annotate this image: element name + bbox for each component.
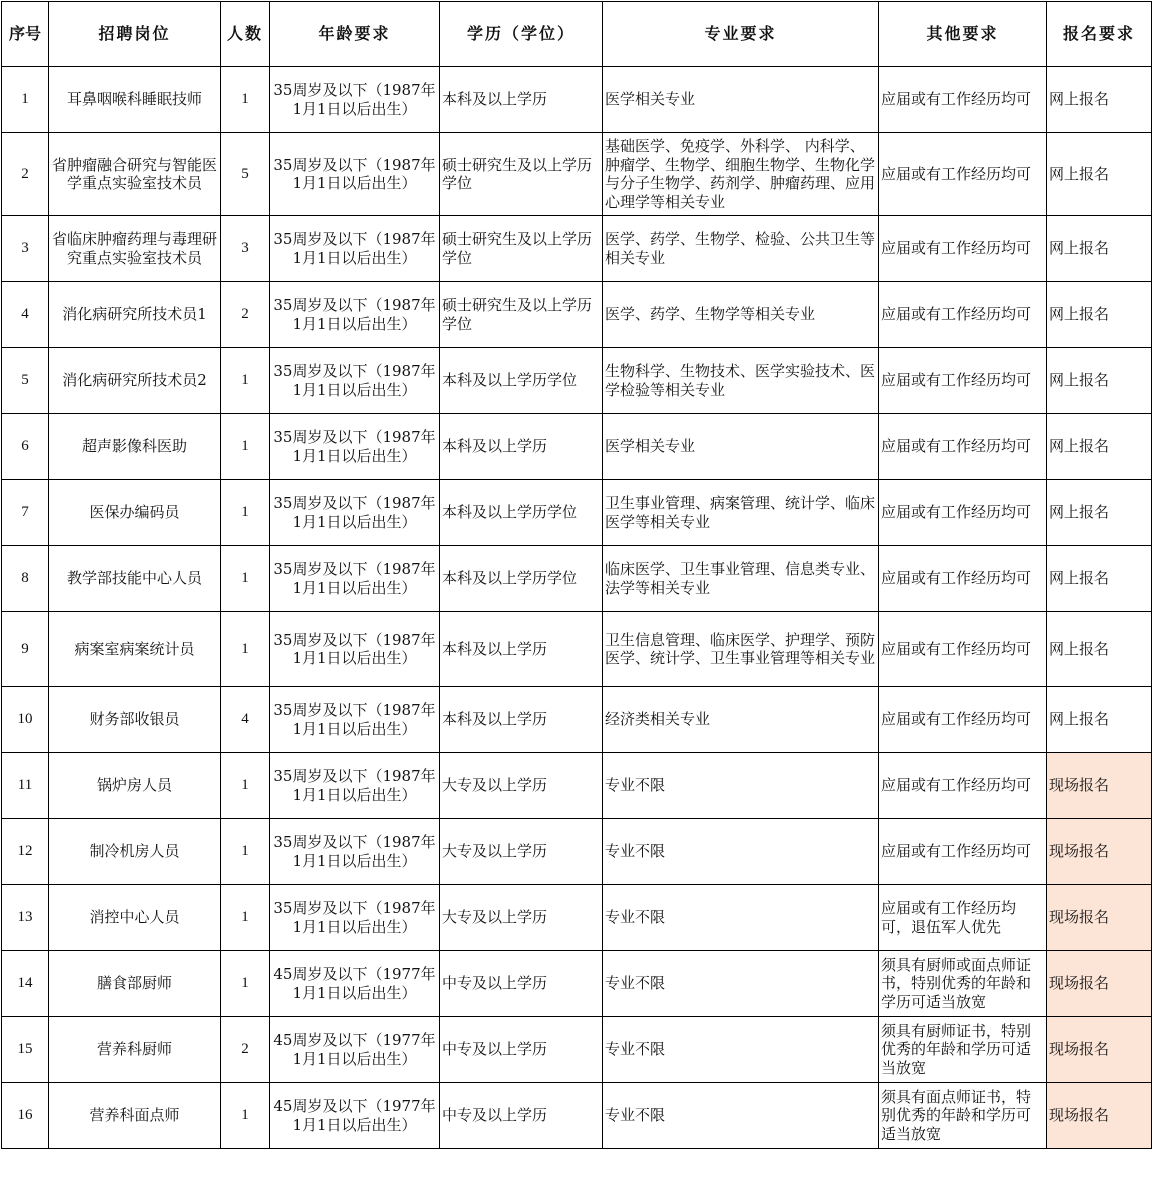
cell-edu: 硕士研究生及以上学历学位 [440,133,603,216]
cell-apply: 网上报名 [1047,67,1152,133]
cell-age: 35周岁及以下（1987年1月1日以后出生） [270,133,440,216]
cell-age: 35周岁及以下（1987年1月1日以后出生） [270,348,440,414]
cell-age: 35周岁及以下（1987年1月1日以后出生） [270,885,440,951]
cell-edu: 本科及以上学历学位 [440,546,603,612]
cell-position: 耳鼻咽喉科睡眠技师 [49,67,221,133]
table-row [2,348,1152,414]
cell-edu: 本科及以上学历 [440,414,603,480]
cell-position: 消控中心人员 [49,885,221,951]
table-row [2,414,1152,480]
cell-apply: 网上报名 [1047,546,1152,612]
header-apply: 报名要求 [1047,2,1152,67]
table-row [2,282,1152,348]
cell-major: 卫生信息管理、临床医学、护理学、预防医学、统计学、卫生事业管理等相关专业 [603,612,879,687]
cell-seq: 1 [2,67,49,133]
recruitment-table [1,1,1152,1149]
cell-seq: 13 [2,885,49,951]
cell-position: 教学部技能中心人员 [49,546,221,612]
cell-edu: 本科及以上学历学位 [440,348,603,414]
cell-edu: 本科及以上学历 [440,67,603,133]
cell-position: 制冷机房人员 [49,819,221,885]
header-major: 专业要求 [603,2,879,67]
cell-seq: 2 [2,133,49,216]
cell-major: 卫生事业管理、病案管理、统计学、临床医学等相关专业 [603,480,879,546]
cell-edu: 中专及以上学历 [440,951,603,1017]
cell-position: 财务部收银员 [49,687,221,753]
table-row [2,216,1152,282]
cell-seq: 4 [2,282,49,348]
cell-count: 1 [221,885,270,951]
cell-major: 临床医学、卫生事业管理、信息类专业、法学等相关专业 [603,546,879,612]
cell-seq: 11 [2,753,49,819]
cell-seq: 10 [2,687,49,753]
cell-seq: 12 [2,819,49,885]
cell-apply: 现场报名 [1047,885,1152,951]
cell-apply: 网上报名 [1047,133,1152,216]
cell-position: 膳食部厨师 [49,951,221,1017]
cell-other: 应届或有工作经历均可 [879,480,1047,546]
cell-age: 35周岁及以下（1987年1月1日以后出生） [270,819,440,885]
cell-other: 须具有厨师或面点师证书，特别优秀的年龄和学历可适当放宽 [879,951,1047,1017]
cell-edu: 本科及以上学历 [440,687,603,753]
cell-other: 应届或有工作经历均可 [879,546,1047,612]
cell-age: 35周岁及以下（1987年1月1日以后出生） [270,612,440,687]
cell-seq: 15 [2,1017,49,1083]
cell-count: 1 [221,819,270,885]
cell-major: 经济类相关专业 [603,687,879,753]
cell-other: 应届或有工作经历均可 [879,282,1047,348]
cell-other: 须具有面点师证书，特别优秀的年龄和学历可适当放宽 [879,1083,1047,1149]
cell-age: 35周岁及以下（1987年1月1日以后出生） [270,282,440,348]
cell-major: 专业不限 [603,1083,879,1149]
header-edu: 学历（学位） [440,2,603,67]
cell-apply: 网上报名 [1047,216,1152,282]
cell-age: 45周岁及以下（1977年1月1日以后出生） [270,1017,440,1083]
cell-other: 应届或有工作经历均可 [879,819,1047,885]
cell-edu: 大专及以上学历 [440,885,603,951]
cell-position: 消化病研究所技术员1 [49,282,221,348]
cell-seq: 5 [2,348,49,414]
cell-count: 1 [221,348,270,414]
cell-seq: 7 [2,480,49,546]
cell-position: 病案室病案统计员 [49,612,221,687]
header-position: 招聘岗位 [49,2,221,67]
cell-other: 应届或有工作经历均可 [879,216,1047,282]
cell-apply: 现场报名 [1047,819,1152,885]
cell-edu: 硕士研究生及以上学历学位 [440,216,603,282]
cell-major: 专业不限 [603,753,879,819]
cell-count: 2 [221,1017,270,1083]
cell-other: 应届或有工作经历均可 [879,133,1047,216]
cell-seq: 3 [2,216,49,282]
cell-major: 基础医学、免疫学、外科学、 内科学、肿瘤学、生物学、细胞生物学、生物化学与分子生物学、药剂学、肿瘤药理、应用心理学等相关专业 [603,133,879,216]
cell-major: 专业不限 [603,1017,879,1083]
table-row [2,480,1152,546]
table-row [2,1083,1152,1149]
cell-major: 专业不限 [603,819,879,885]
cell-major: 专业不限 [603,951,879,1017]
cell-other: 应届或有工作经历均可 [879,612,1047,687]
cell-other: 应届或有工作经历均可 [879,67,1047,133]
cell-count: 1 [221,753,270,819]
header-row [2,2,1152,67]
cell-major: 医学、药学、生物学等相关专业 [603,282,879,348]
table-row [2,133,1152,216]
cell-apply: 现场报名 [1047,753,1152,819]
cell-apply: 网上报名 [1047,414,1152,480]
cell-edu: 中专及以上学历 [440,1083,603,1149]
cell-other: 应届或有工作经历均可 [879,414,1047,480]
cell-major: 生物科学、生物技术、医学实验技术、医学检验等相关专业 [603,348,879,414]
cell-count: 1 [221,1083,270,1149]
cell-major: 医学、药学、生物学、检验、公共卫生等相关专业 [603,216,879,282]
table-row [2,819,1152,885]
cell-seq: 16 [2,1083,49,1149]
cell-count: 5 [221,133,270,216]
table-row [2,753,1152,819]
cell-age: 45周岁及以下（1977年1月1日以后出生） [270,1083,440,1149]
cell-age: 35周岁及以下（1987年1月1日以后出生） [270,414,440,480]
table-body [2,67,1152,1149]
cell-other: 应届或有工作经历均可，退伍军人优先 [879,885,1047,951]
cell-position: 消化病研究所技术员2 [49,348,221,414]
cell-seq: 14 [2,951,49,1017]
cell-apply: 网上报名 [1047,480,1152,546]
cell-age: 45周岁及以下（1977年1月1日以后出生） [270,951,440,1017]
cell-count: 4 [221,687,270,753]
cell-count: 1 [221,67,270,133]
cell-edu: 本科及以上学历 [440,612,603,687]
cell-age: 35周岁及以下（1987年1月1日以后出生） [270,67,440,133]
table-row [2,546,1152,612]
cell-position: 省临床肿瘤药理与毒理研究重点实验室技术员 [49,216,221,282]
cell-apply: 网上报名 [1047,282,1152,348]
cell-apply: 网上报名 [1047,687,1152,753]
cell-count: 1 [221,414,270,480]
cell-count: 1 [221,546,270,612]
cell-count: 1 [221,612,270,687]
cell-edu: 大专及以上学历 [440,819,603,885]
cell-age: 35周岁及以下（1987年1月1日以后出生） [270,480,440,546]
cell-count: 1 [221,951,270,1017]
header-seq: 序号 [2,2,49,67]
cell-apply: 网上报名 [1047,348,1152,414]
cell-count: 1 [221,480,270,546]
cell-position: 超声影像科医助 [49,414,221,480]
cell-position: 营养科面点师 [49,1083,221,1149]
cell-edu: 大专及以上学历 [440,753,603,819]
table-row [2,612,1152,687]
cell-other: 应届或有工作经历均可 [879,687,1047,753]
cell-edu: 硕士研究生及以上学历学位 [440,282,603,348]
cell-other: 应届或有工作经历均可 [879,348,1047,414]
header-age: 年龄要求 [270,2,440,67]
cell-apply: 现场报名 [1047,1083,1152,1149]
cell-count: 3 [221,216,270,282]
table-row [2,67,1152,133]
cell-major: 医学相关专业 [603,67,879,133]
cell-apply: 现场报名 [1047,951,1152,1017]
cell-major: 医学相关专业 [603,414,879,480]
cell-position: 医保办编码员 [49,480,221,546]
cell-seq: 6 [2,414,49,480]
cell-other: 须具有厨师证书，特别优秀的年龄和学历可适当放宽 [879,1017,1047,1083]
table-row [2,1017,1152,1083]
cell-age: 35周岁及以下（1987年1月1日以后出生） [270,753,440,819]
table-row [2,687,1152,753]
cell-age: 35周岁及以下（1987年1月1日以后出生） [270,687,440,753]
cell-position: 锅炉房人员 [49,753,221,819]
cell-count: 2 [221,282,270,348]
cell-age: 35周岁及以下（1987年1月1日以后出生） [270,546,440,612]
cell-apply: 网上报名 [1047,612,1152,687]
cell-seq: 9 [2,612,49,687]
cell-edu: 中专及以上学历 [440,1017,603,1083]
cell-edu: 本科及以上学历学位 [440,480,603,546]
cell-position: 营养科厨师 [49,1017,221,1083]
header-count: 人数 [221,2,270,67]
table-row [2,951,1152,1017]
cell-age: 35周岁及以下（1987年1月1日以后出生） [270,216,440,282]
cell-apply: 现场报名 [1047,1017,1152,1083]
cell-major: 专业不限 [603,885,879,951]
cell-seq: 8 [2,546,49,612]
cell-other: 应届或有工作经历均可 [879,753,1047,819]
table-row [2,885,1152,951]
cell-position: 省肿瘤融合研究与智能医学重点实验室技术员 [49,133,221,216]
header-other: 其他要求 [879,2,1047,67]
